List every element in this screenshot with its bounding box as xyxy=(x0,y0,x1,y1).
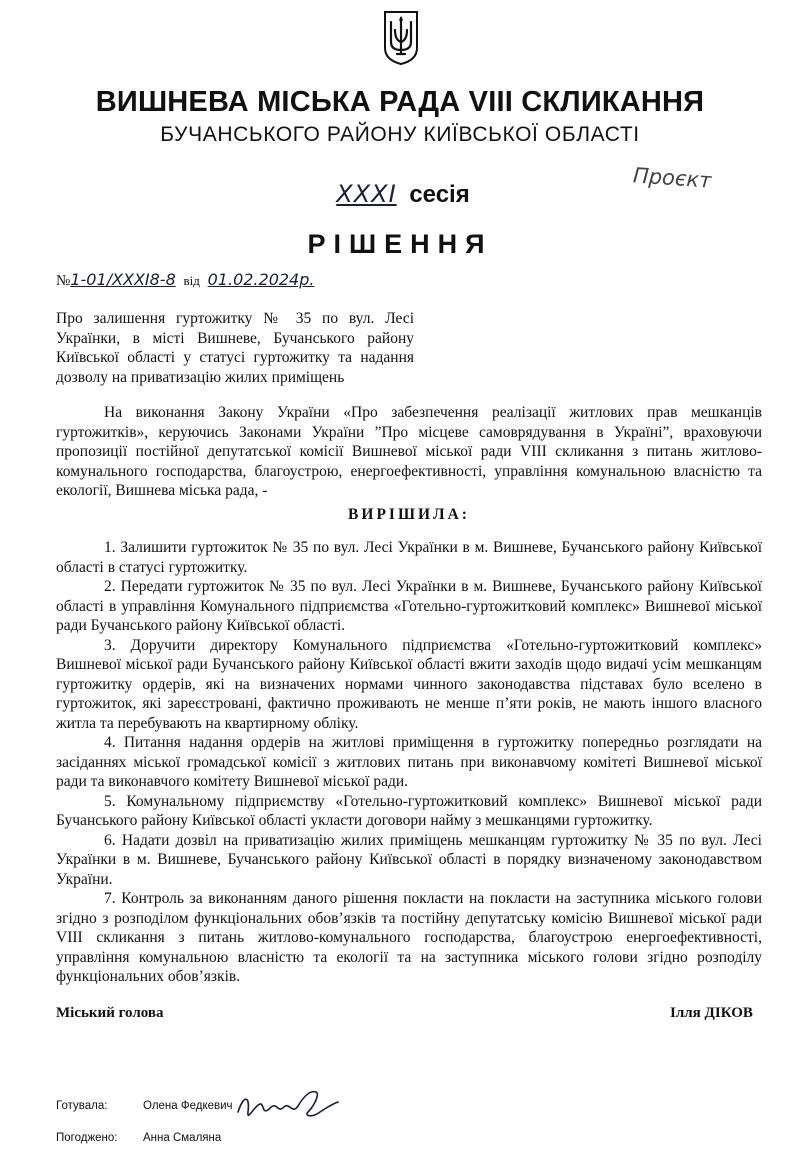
approved-name: Анна Смаляна xyxy=(143,1132,222,1144)
decision-body xyxy=(56,403,762,987)
preamble: На виконання Закону України «Про забезпечення реалізації житлових прав мешканців гуртожитків», керуючись Законами України ”Про місцеве самоврядування в Україні”, враховуючи пропозиції постійної депутатської комісії Вишневої міської ради VIII скликання з питань житлово-комунального господарства, благоустрою, енергоефективності, управління комунальною власністю та екології, Вишнева міська рада, - xyxy=(56,404,762,499)
draft-stamp: Проєкт xyxy=(632,163,713,193)
prepared-name: Олена Федкевич xyxy=(143,1100,233,1112)
signer-name: Ілля ДІКОВ xyxy=(670,1005,753,1021)
prepared-label: Готувала: xyxy=(56,1100,108,1112)
session-label: сесія xyxy=(409,181,470,208)
item-1: 1. Залишити гуртожиток № 35 по вул. Лесі Українки в м. Вишневе, Бучанського району Київської області в статусі гуртожитку. xyxy=(56,539,762,576)
handwritten-signature-icon xyxy=(234,1082,344,1132)
trident-coat-of-arms-icon xyxy=(383,10,419,66)
item-7: 7. Контроль за виконанням даного рішення покласти на покласти на заступника міського голови згідно з розподілом функціональних обов’язків та постійну депутатську комісію Вишневої міської ради VIII скликання з питань житлово-комунального господарства, благоустрою енергоефективності, управління комунальною власністю та екології та на заступника міського голови згідно розподілу функціональних обов’язків. xyxy=(56,890,762,985)
decision-subject: Про залишення гуртожитку № 35 по вул. Лесі Українки, в місті Вишневе, Бучанського району Київської області у статусі гуртожитку та надання дозволу на приватизацію жилих приміщень xyxy=(56,310,414,386)
date-label: від xyxy=(183,273,200,288)
district-title: БУЧАНСЬКОГО РАЙОНУ КИЇВСЬКОЇ ОБЛАСТІ xyxy=(160,123,640,146)
decision-number-line xyxy=(56,270,314,290)
item-3: 3. Доручити директору Комунального підприємства «Готельно-гуртожитковий комплекс» Вишневої міської ради Бучанського району Київської області вжити заходів щодо видачі усім мешканцям гуртожитку ордерів, які на визначених нормами чинного законодавства підставах було вселено в гуртожиток, які зареєстровані, фактично проживають не менше п’яти років, не мають іншого власного житла та перебувають на квартирному обліку. xyxy=(56,636,762,732)
decision-number: 1-01/XXXI8-8 xyxy=(70,270,176,289)
council-title: ВИШНЕВА МІСЬКА РАДА VIII СКЛИКАННЯ xyxy=(95,86,705,118)
decided-heading: ВИРІШИЛА: xyxy=(348,505,470,523)
session-number: XXXI xyxy=(336,180,397,208)
document-type-heading: РІШЕННЯ xyxy=(307,229,493,259)
decision-date: 01.02.2024р. xyxy=(207,270,315,289)
item-5: 5. Комунальному підприємству «Готельно-гуртожитковий комплекс» Вишневої міської ради Бучанського району Київської області укласти договори найму з мешканцями гуртожитку. xyxy=(56,792,762,829)
approved-label: Погоджено: xyxy=(56,1132,118,1144)
item-4: 4. Питання надання ордерів на житлові приміщення в гуртожитку попередньо розглядати на засіданнях міської громадської комісії з житлових питань при виконавчому комітеті Вишневої міської ради та виконавчого комітету Вишневої міської ради. xyxy=(56,734,762,790)
number-sign: № xyxy=(56,273,71,289)
signer-role: Міський голова xyxy=(56,1005,164,1021)
item-2: 2. Передати гуртожиток № 35 по вул. Лесі Українки в м. Вишневе, Бучанського району Київської області в управління Комунального підприємства «Готельно-гуртожитковий комплекс» Вишневої міської ради Бучанського району Київської області. xyxy=(56,578,762,634)
item-6: 6. Надати дозвіл на приватизацію жилих приміщень мешканцям гуртожитку № 35 по вул. Лесі Українки в м. Вишневе, Бучанського району Київської області в порядку визначеному законодавством України. xyxy=(56,831,762,888)
